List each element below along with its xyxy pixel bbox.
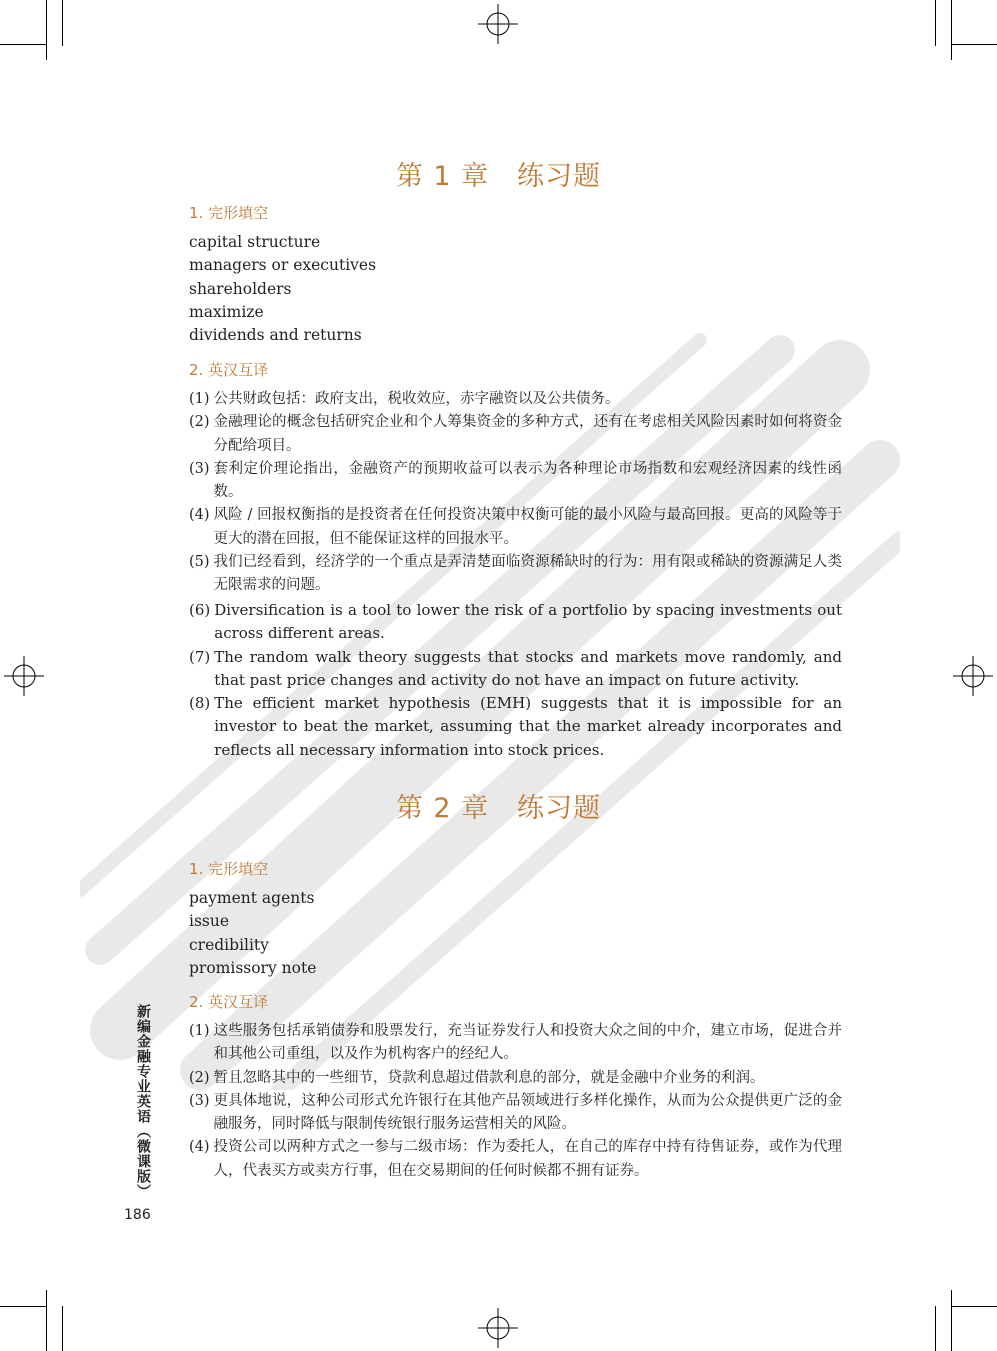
translation-item [189, 551, 842, 598]
item-number: (5) [189, 554, 210, 571]
chapter-2-translation-heading: 2. 英汉互译 [189, 993, 269, 1011]
answer-item: issue [189, 912, 230, 931]
answer-item: promissory note [189, 958, 317, 977]
item-number: (6) [189, 601, 211, 619]
translation-item [189, 1020, 842, 1067]
item-number: (4) [189, 1139, 210, 1156]
item-text: The random walk theory suggests that stocks and markets move randomly, and that past price changes and activity do not have an impact on future activity. [214, 647, 842, 689]
answer-item: managers or executives [189, 256, 377, 275]
chapter-2-title: 第 2 章 练习题 [395, 793, 602, 824]
crop-mark [62, 1306, 63, 1351]
item-text: 套利定价理论指出，金融资产的预期收益可以表示为各种理论市场指数和宏观经济因素的线性函数。 [213, 460, 842, 501]
crop-mark [935, 0, 936, 46]
chapter-1-cloze-heading: 1. 完形填空 [189, 204, 269, 222]
book-title-vertical: 新编金融专业英语（微课版） [135, 1004, 151, 1199]
item-text: 风险 / 回报权衡指的是投资者在任何投资决策中权衡可能的最小风险与最高回报。更高的风险等于更大的潜在回报，但不能保证这样的回报水平。 [213, 507, 842, 547]
page-number: 186 [124, 1207, 151, 1223]
crop-mark [46, 1290, 47, 1351]
answer-item: shareholders [189, 279, 292, 298]
chapter-2-translations [189, 1020, 842, 1183]
crop-mark [951, 1306, 997, 1307]
translation-item [189, 504, 842, 551]
item-number: (1) [189, 391, 210, 407]
item-text: 更具体地说，这种公司形式允许银行在其他产品领域进行多样化操作，从而为公众提供更广泛的金融服务，同时降低与限制传统银行服务运营相关的风险。 [213, 1092, 842, 1133]
crop-mark [951, 44, 997, 45]
item-number: (8) [189, 694, 211, 713]
translation-item [189, 1136, 842, 1183]
crop-mark [0, 44, 46, 45]
answer-item: maximize [189, 302, 264, 321]
translation-item [189, 1067, 842, 1090]
translation-item [189, 1090, 842, 1137]
answer-item: capital structure [189, 233, 321, 251]
item-number: (2) [189, 1069, 210, 1086]
answer-item: dividends and returns [189, 326, 362, 345]
item-number: (3) [189, 1092, 210, 1109]
crop-mark [46, 0, 47, 60]
registration-mark-icon [953, 656, 993, 696]
crop-mark [951, 1290, 952, 1351]
registration-mark-icon [4, 656, 44, 696]
item-text: 金融理论的概念包括研究企业和个人筹集资金的多种方式，还有在考虑相关风险因素时如何将资金分配给项目。 [213, 414, 842, 454]
answer-item: credibility [189, 935, 269, 954]
item-text: 投资公司以两种方式之一参与二级市场：作为委托人，在自己的库存中持有待售证券，或作为代理人，代表买方或卖方行事，但在交易期间的任何时候都不拥有证券。 [213, 1139, 842, 1179]
registration-mark-icon [478, 4, 518, 44]
registration-mark-icon [478, 1308, 518, 1348]
chapter-1-title: 第 1 章 练习题 [395, 161, 602, 192]
answer-item: payment agents [189, 889, 315, 907]
item-text: The efficient market hypothesis (EMH) suggests that it is impossible for an investor to beat the market, assuming that the market already incorporates and reflects all necessary information into stock prices. [214, 694, 842, 759]
item-number: (7) [189, 647, 211, 666]
translation-item [189, 458, 842, 505]
item-number: (1) [189, 1023, 210, 1039]
translation-item [189, 388, 842, 411]
item-text: 暂且忽略其中的一些细节，贷款利息超过借款利息的部分，就是金融中介业务的利润。 [213, 1069, 765, 1086]
crop-mark [0, 1306, 46, 1307]
translation-item [189, 692, 842, 762]
item-text: 这些服务包括承销债券和股票发行，充当证券发行人和投资大众之间的中介，建立市场，促进合并和其他公司重组，以及作为机构客户的经纪人。 [213, 1023, 842, 1063]
crop-mark [62, 0, 63, 46]
translation-item [189, 599, 842, 646]
crop-mark [951, 0, 952, 60]
chapter-1-translations-chinese [189, 388, 842, 598]
item-number: (4) [189, 507, 210, 524]
item-number: (3) [189, 460, 210, 477]
chapter-1-cloze-answers [189, 231, 376, 347]
translation-item [189, 646, 842, 693]
chapter-2-cloze-answers [189, 887, 316, 980]
item-text: 公共财政包括：政府支出，税收效应，赤字融资以及公共债务。 [213, 391, 620, 407]
chapter-1-translations-english [189, 599, 842, 762]
chapter-1-translation-heading: 2. 英汉互译 [189, 361, 269, 379]
crop-mark [935, 1306, 936, 1351]
chapter-2-cloze-heading: 1. 完形填空 [189, 860, 269, 878]
item-text: 我们已经看到，经济学的一个重点是弄清楚面临资源稀缺时的行为：用有限或稀缺的资源满足人类无限需求的问题。 [213, 554, 842, 594]
item-text: Diversification is a tool to lower the risk of a portfolio by spacing investments out across different areas. [214, 601, 842, 643]
item-number: (2) [189, 414, 210, 431]
translation-item [189, 411, 842, 458]
